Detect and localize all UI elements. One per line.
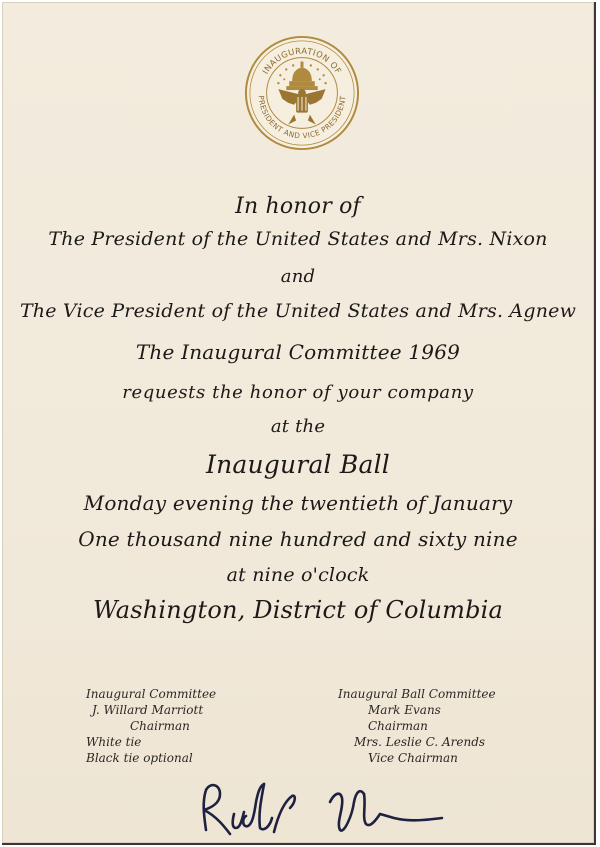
committee-chairman-role: Chairman <box>130 719 190 733</box>
line-president: The President of the United States and Mrs. Nixon <box>48 228 548 250</box>
line-committee: The Inaugural Committee 1969 <box>135 340 461 364</box>
line-location: Washington, District of Columbia <box>92 596 504 624</box>
seal-text-top: INAUGURATION OF <box>260 45 344 76</box>
line-time: at nine o'clock <box>226 564 370 586</box>
dress-code-optional: Black tie optional <box>86 751 193 765</box>
invitation-card <box>2 2 596 845</box>
committee-title: Inaugural Committee <box>86 687 217 701</box>
seal-text-bottom: PRESIDENT AND VICE PRESIDENT <box>256 95 348 141</box>
line-in-honor: In honor of <box>235 194 361 219</box>
ball-chairman-name: Mark Evans <box>368 703 441 717</box>
line-requests: requests the honor of your company <box>122 382 474 403</box>
signature-icon <box>180 772 460 844</box>
presidential-seal-icon <box>243 34 361 152</box>
ball-vice-chairman-name: Mrs. Leslie C. Arends <box>354 735 486 749</box>
ball-committee-block <box>338 686 496 766</box>
line-date: Monday evening the twentieth of January <box>83 491 513 515</box>
line-year: One thousand nine hundred and sixty nine <box>78 527 518 551</box>
dress-code-primary: White tie <box>86 735 142 749</box>
ball-committee-title: Inaugural Ball Committee <box>338 687 496 701</box>
event-title: Inaugural Ball <box>206 450 390 479</box>
ball-chairman-role: Chairman <box>368 719 428 733</box>
inaugural-committee-block <box>86 686 216 766</box>
committee-chairman-name: J. Willard Marriott <box>92 703 204 717</box>
line-at-the: at the <box>270 416 326 437</box>
line-vice-president: The Vice President of the United States and Mrs. Agnew <box>19 300 577 322</box>
line-and: and <box>280 266 316 287</box>
ball-vice-chairman-role: Vice Chairman <box>368 751 458 765</box>
